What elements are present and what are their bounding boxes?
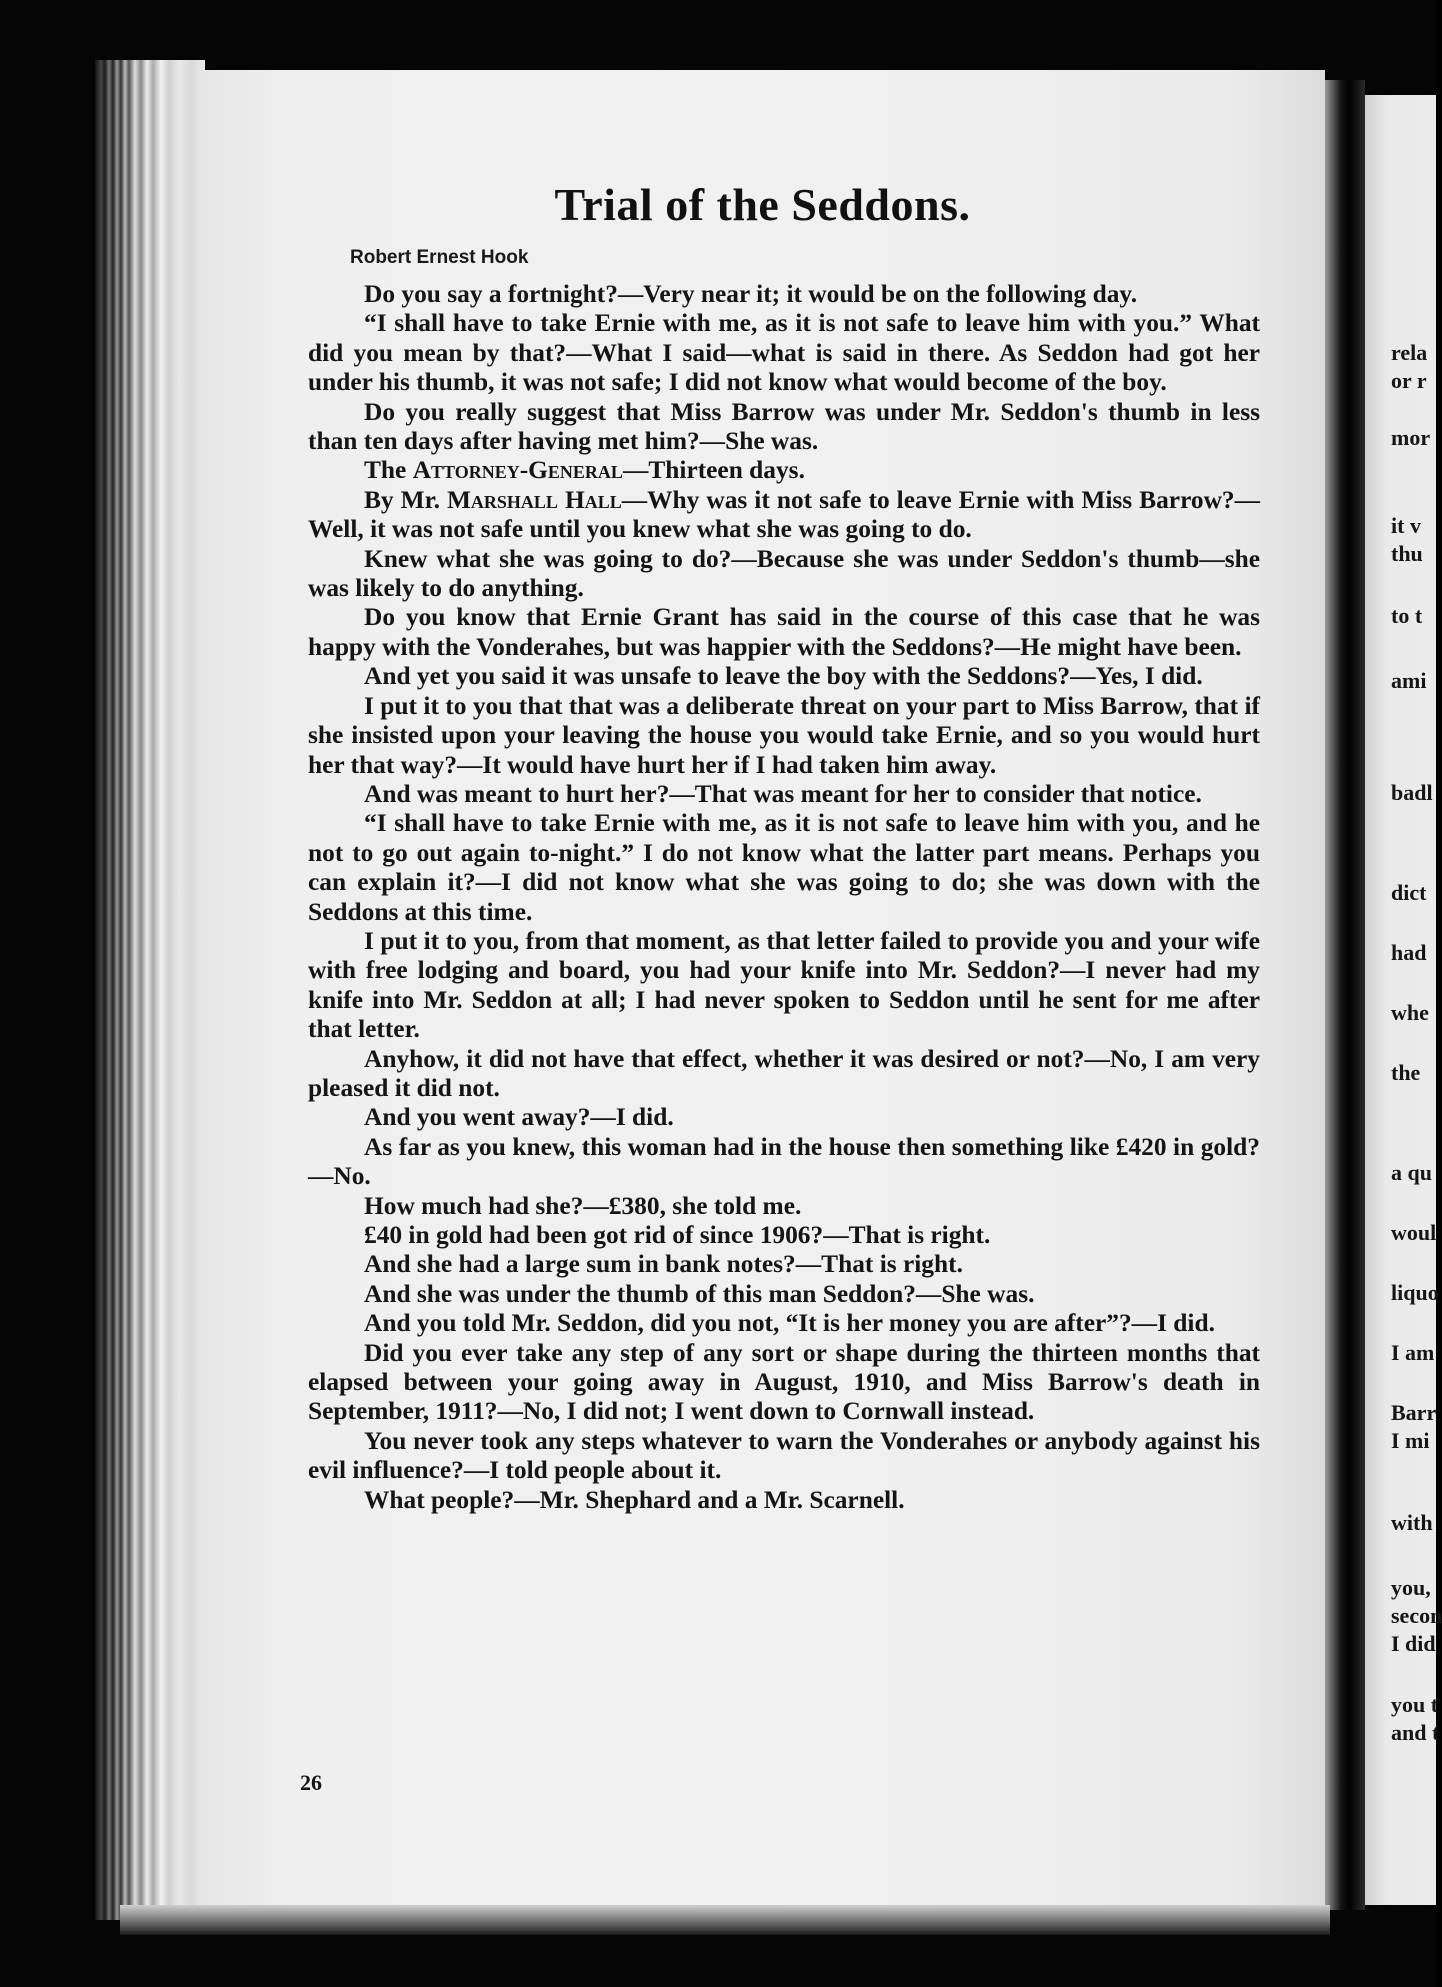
paragraph-attorney-general xyxy=(308,456,1260,485)
facing-page-fragment: and t xyxy=(1391,1720,1440,1745)
paragraph: Do you know that Ernie Grant has said in the course of this case that he was happy with the Vonderahes, but was happier with the Seddons?—He might have been. xyxy=(308,603,1260,661)
paragraph: “I shall have to take Ernie with me, as it is not safe to leave him with you, and he not to go out again to-night.” I do not know what the latter part means. Perhaps you can explain it?—I did not know what she was going to do; she was down with the Seddons at this time. xyxy=(308,809,1260,926)
facing-page-fragment: secon xyxy=(1391,1603,1442,1628)
paragraph: £40 in gold had been got rid of since 1906?—That is right. xyxy=(364,1221,991,1249)
paragraph: I put it to you that that was a deliberate threat on your part to Miss Barrow, that if she insisted upon your leaving the house you would take Ernie, and so you would hurt her that way?—It would have hurt her if I had taken him away. xyxy=(308,691,1260,779)
facing-page-fragment: you t xyxy=(1391,1692,1439,1717)
paragraph: Do you really suggest that Miss Barrow was under Mr. Seddon's thumb in less than ten days after having met him?—She was. xyxy=(308,397,1260,456)
page-body xyxy=(308,280,1260,1515)
facing-page-fragment: or r xyxy=(1391,368,1427,393)
book-page-edges xyxy=(95,60,205,1920)
paragraph: “I shall have to take Ernie with me, as it is not safe to leave him with you.” What did you mean by that?—What I said—what is said in there. As Seddon had got her under his thumb, it was not safe; I did not know what would become of the boy. xyxy=(308,309,1260,397)
paragraph: And you went away?—I did. xyxy=(364,1103,674,1132)
page-title: Trial of the Seddons. xyxy=(554,179,971,230)
book-gutter xyxy=(1325,80,1365,1910)
page-number: 26 xyxy=(300,1770,322,1795)
facing-page-fragment: had xyxy=(1391,940,1427,965)
facing-page-fragment: I mi xyxy=(1391,1428,1430,1453)
paragraph: Did you ever take any step of any sort or shape during the thirteen months that elapsed between your going away in August, 1910, and Miss Barrow's death in September, 1911?—No, I did not; I went down to Cornwall instead. xyxy=(308,1338,1260,1426)
paragraph: And she had a large sum in bank notes?—That is right. xyxy=(364,1250,963,1279)
facing-page-fragment: rela xyxy=(1391,340,1428,365)
paragraph: As far as you knew, this woman had in the house then something like £420 in gold?—No. xyxy=(308,1132,1260,1191)
paragraph: And was meant to hurt her?—That was meant for her to consider that notice. xyxy=(364,779,1202,808)
paragraph: You never took any steps whatever to warn the Vonderahes or anybody against his evil influence?—I told people about it. xyxy=(308,1426,1260,1485)
paragraph: And she was under the thumb of this man Seddon?—She was. xyxy=(364,1279,1035,1308)
facing-page-fragment: whe xyxy=(1391,1000,1429,1025)
facing-page-fragment: mor xyxy=(1391,425,1431,450)
paragraph-text: —Thirteen days. xyxy=(622,456,805,485)
paragraph-text: —Why was it not safe to leave Ernie with Miss Barrow?—Well, it was not safe until you knew what she was going to do. xyxy=(308,485,1261,544)
paragraph: Do you say a fortnight?—Very near it; it would be on the following day. xyxy=(364,280,1138,308)
paragraph-lead: The xyxy=(364,456,413,485)
paragraph: Knew what she was going to do?—Because she was under Seddon's thumb—she was likely to do anything. xyxy=(308,544,1260,603)
facing-page-fragment: the xyxy=(1391,1060,1421,1085)
paragraph: And yet you said it was unsafe to leave the boy with the Seddons?—Yes, I did. xyxy=(364,662,1203,691)
paragraph: And you told Mr. Seddon, did you not, “It is her money you are after”?—I did. xyxy=(364,1309,1215,1338)
facing-page-fragment: dict xyxy=(1391,880,1427,905)
paragraph: Anyhow, it did not have that effect, whether it was desired or not?—No, I am very pleased it did not. xyxy=(308,1044,1260,1102)
facing-page-fragment: Barr xyxy=(1391,1400,1437,1425)
facing-page-fragment: ami xyxy=(1391,668,1427,693)
paragraph: I put it to you, from that moment, as that letter failed to provide you and your wife with free lodging and board, you had your knife into Mr. Seddon?—I never had my knife into Mr. Seddon at all; I had never spoken to Seddon until he sent for me after that letter. xyxy=(308,926,1260,1044)
facing-page-fragment: badl xyxy=(1391,780,1433,805)
facing-page-fragment: I did xyxy=(1391,1631,1436,1656)
facing-page-fragment: it v xyxy=(1391,513,1421,538)
speaker-name: Marshall Hall xyxy=(446,485,622,514)
paragraph: How much had she?—£380, she told me. xyxy=(364,1191,802,1220)
facing-page-fragment: liquo xyxy=(1391,1280,1439,1305)
paragraph-marshall-hall xyxy=(308,486,1260,545)
facing-page xyxy=(1365,95,1442,1905)
facing-page-fragment: with xyxy=(1391,1510,1433,1535)
speaker-name: Attorney-General xyxy=(412,456,623,485)
facing-page-fragment: you, xyxy=(1391,1575,1431,1600)
paragraph: What people?—Mr. Shephard and a Mr. Scarnell. xyxy=(364,1485,905,1514)
running-head: Robert Ernest Hook xyxy=(350,247,529,268)
facing-page-fragment: to t xyxy=(1391,603,1423,628)
facing-page-fragment: woul xyxy=(1391,1220,1437,1245)
facing-page-fragment: I am xyxy=(1391,1340,1435,1365)
book-bottom-edge xyxy=(120,1905,1330,1935)
facing-page-fragment: a qu xyxy=(1391,1160,1432,1185)
facing-page-fragment: thu xyxy=(1391,541,1423,566)
paragraph-lead: By Mr. xyxy=(364,485,447,514)
